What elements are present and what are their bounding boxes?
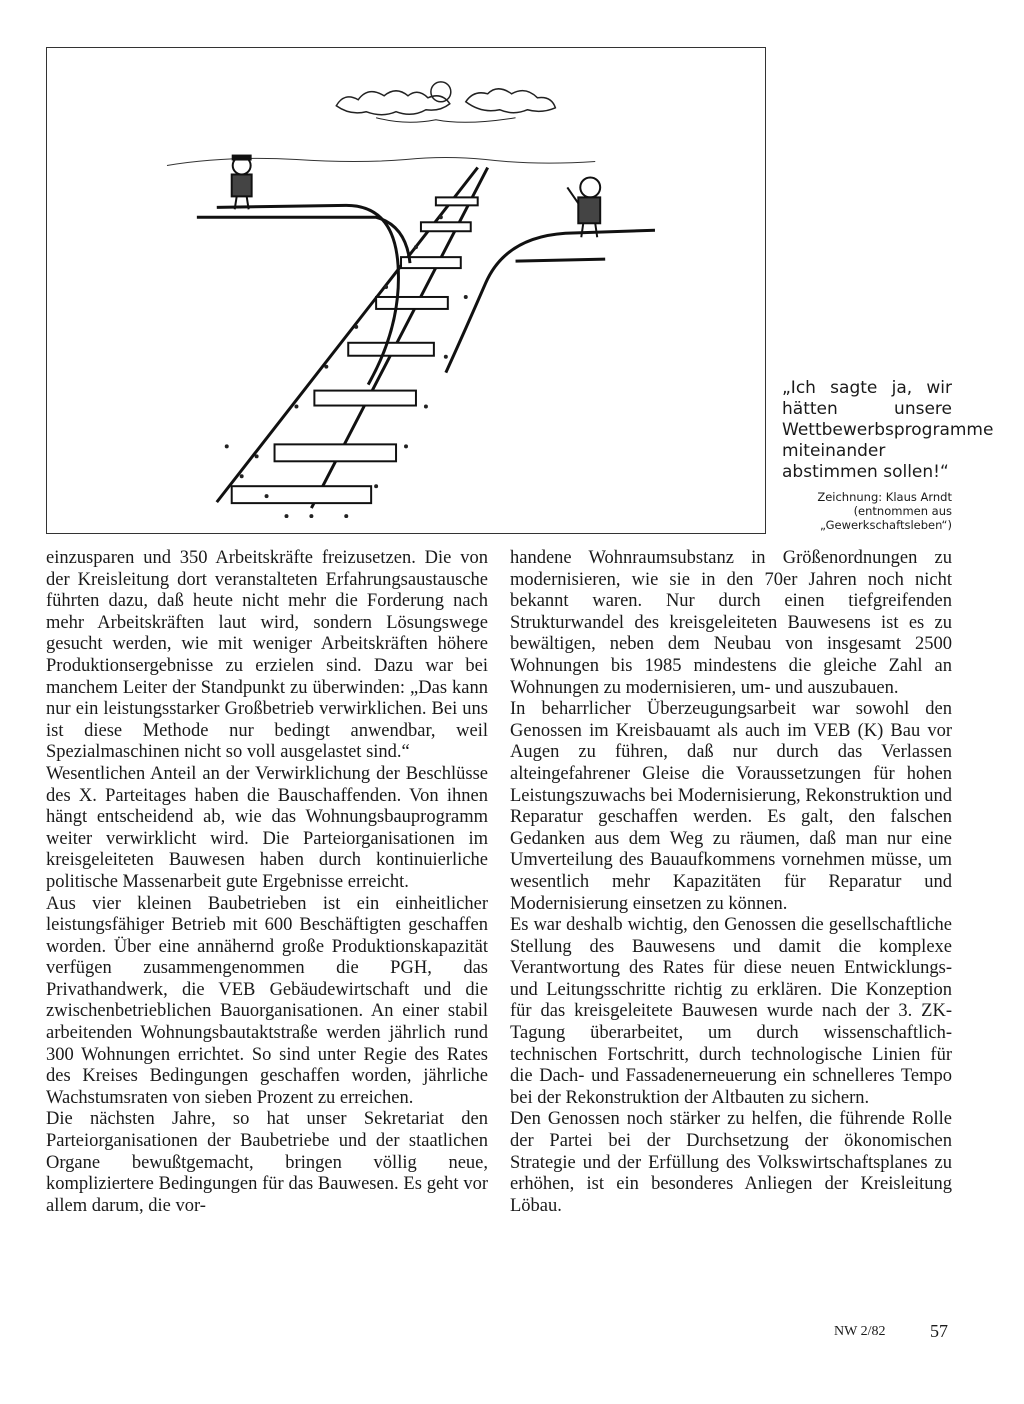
figure-left <box>232 156 252 210</box>
paragraph: Aus vier kleinen Baubetrieben ist ein einheitlicher leistungsfähiger Betrieb mit 600 Beschäftigten geschaffen worden. Über eine annähernd große Produktionskapazität verfügen zusammengenommen die PGH, das Privathandwerk, die VEB Gebäudewirtschaft und die zwischenbetrieblichen Bauorganisationen. An einer stabil arbeitenden Wohnungsbautaktstraße werden jährlich rund 300 Wohnungen errichtet. So sind unter Regie des Rates des Kreises Bedingungen geschaffen worden, jährliche Wachstumsraten von sieben Prozent zu erreichen. <box>46 893 488 1108</box>
figure-right <box>567 177 600 237</box>
paragraph: einzusparen und 350 Arbeitskräfte freizusetzen. Die von der Kreisleitung dort veranstalteten Erfahrungsaustausche führten dazu, daß heute nicht mehr die Forderung nach mehr Arbeitskräften laut wird, sondern Lösungswege gesucht werden, wie mit weniger Arbeitskräften höhere Produktionsergebnisse zu erzielen sind. Dazu war bei manchem Leiter der Standpunkt zu überwinden: „Das kann nur ein leistungsstarker Großbetrieb verwirklichen. Bei uns ist diese Methode nur bedingt anwendbar, weil Spezialmaschinen nicht so voll ausgelastet sind.“ <box>46 548 488 763</box>
journal-reference: NW 2/82 <box>834 1324 886 1339</box>
horizon <box>167 158 595 166</box>
paragraph: Die nächsten Jahre, so hat unser Sekretariat den Parteiorganisationen der Baubetriebe und der staatlichen Organe bewußtgemacht, bringen völlig neue, kompliziertere Bedingungen für das Bauwesen. Es geht vor allem darum, die vor- <box>46 1109 488 1216</box>
illustration-caption: „Ich sagte ja, wir hätten unsere Wettbewerbsprogramme miteinander abstimmen sollen!“ <box>782 378 994 482</box>
paragraph: Es war deshalb wichtig, den Genossen die gesellschaftliche Stellung des Bauwesens und damit die komplexe Verantwortung des Rates für diese neuen Entwicklungs- und Leitungsschritte richtig zu erklären. Die Konzeption für das kreisgeleitete Bauwesen wurde nach der 3. ZK-Tagung überarbeitet, um durch wissenschaftlich-technischen Fortschritt, durch technologische Linien für die Dach- und Fassadenerneuerung ein schnelleres Tempo bei der Rekonstruktion der Altbauten zu sichern. <box>510 915 952 1108</box>
article-left-column <box>46 548 488 1217</box>
paragraph: In beharrlicher Überzeugungsarbeit war sowohl den Genossen im Kreisbauamt als auch im VEB (K) Bau vor Augen zu führen, daß nur durch das Verlassen alteingefahrener Gleise die Voraussetzungen für hohen Leistungszuwachs bei Modernisierung, Rekonstruktion und Reparatur geschaffen werden. Es galt, den falschen Gedanken aus dem Weg zu räumen, daß man nur eine Umverteilung des Bauaufkommens vornehmen müsse, um wesentlich mehr Kapazitäten für Reparatur und Modernisierung einsetzen zu können. <box>510 699 952 914</box>
cartoon-illustration <box>46 47 766 534</box>
paragraph: Den Genossen noch stärker zu helfen, die führende Rolle der Partei bei der Durchsetzung der ökonomischen Strategie und der Erfüllung des Volkswirtschaftsplanes zu erhöhen, ist ein besonderes Anliegen der Kreisleitung Löbau. <box>510 1109 952 1216</box>
article-right-column <box>510 548 952 1217</box>
paragraph: Wesentlichen Anteil an der Verwirklichung der Beschlüsse des X. Parteitages haben die Bauschaffenden. Von ihnen hängt entscheidend ab, wie das Wohnungsbauprogramm weiter verwirklicht wird. Die Parteiorganisationen im kreisgeleiteten Bauwesen haben durch kontinuierliche politische Massenarbeit gute Ergebnisse erreicht. <box>46 763 488 892</box>
page-number: 57 <box>930 1321 948 1341</box>
track-fork-right <box>446 230 655 372</box>
illustration-credit: Zeichnung: Klaus Arndt (entnommen aus „Gewerkschaftsleben“) <box>817 490 952 532</box>
paragraph: handene Wohnraumsubstanz in Größenordnungen zu modernisieren, wie sie in den 70er Jahren noch nicht bekannt waren. Nur durch einen tiefgreifenden Strukturwandel des kreisgeleiteten Bauwesens ist es zu bewältigen, neben dem Neubau von insgesamt 2500 Wohnungen bis 1985 mindestens die gleiche Zahl an Wohnungen zu modernisieren, um- und auszubauen. <box>510 548 952 698</box>
clouds <box>336 82 555 122</box>
